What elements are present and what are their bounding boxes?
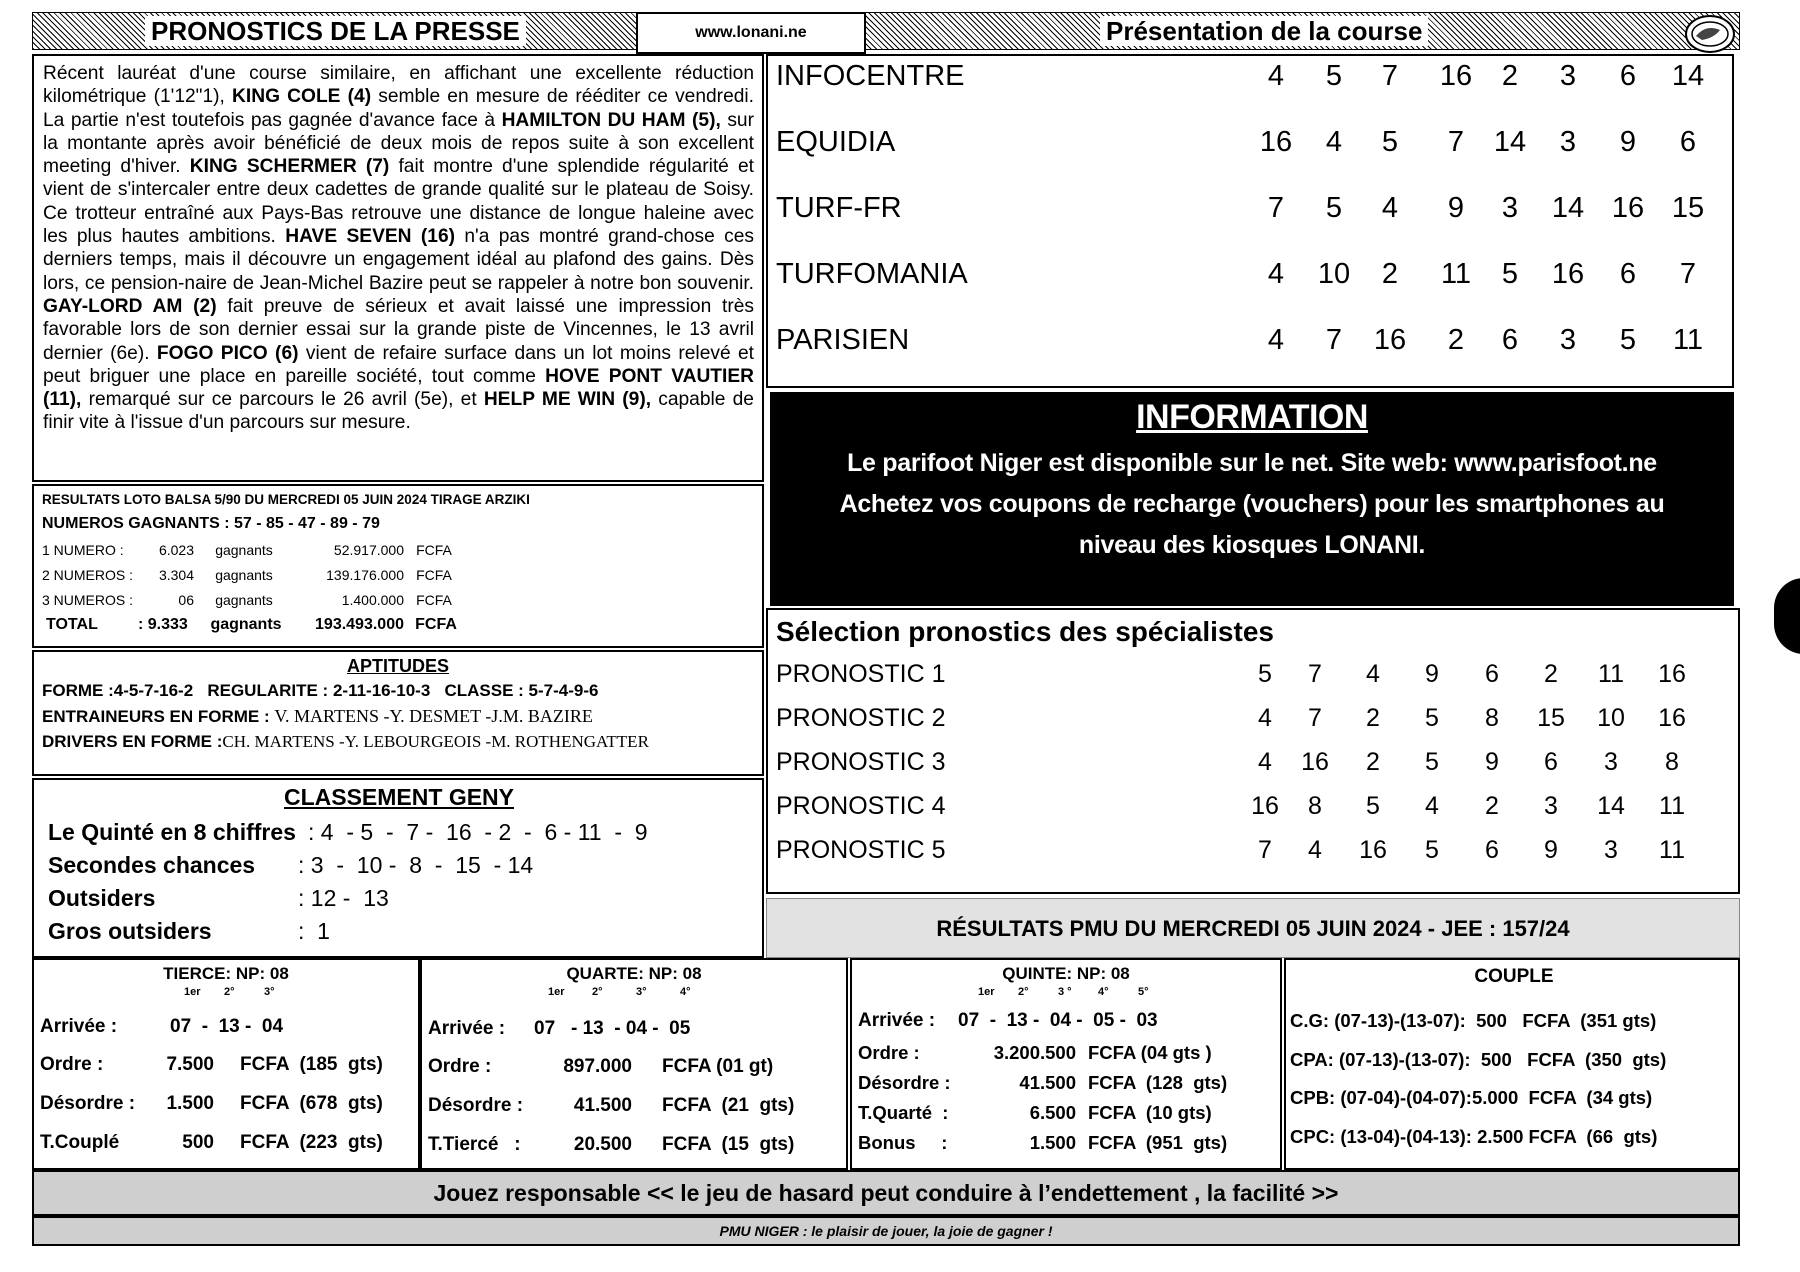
geny-row [48,918,750,951]
press-number: 4 [1267,324,1285,356]
responsible-gaming-text: Jouez responsable << le jeu de hasard peut conduire à l’endettement , la facilité >> [433,1180,1339,1206]
pronostic-number: 3 [1544,792,1558,820]
pronostic-number: 5 [1425,704,1439,732]
press-number: 5 [1619,324,1637,356]
loto-cell-cur: FCFA [416,541,452,558]
press-number: 7 [1325,324,1343,356]
pronostic-number: 7 [1258,836,1272,864]
pronostic-number: 6 [1544,748,1558,776]
aptitudes-line-forme [42,681,754,701]
geny-label: Gros outsiders [48,918,212,944]
pronostic-number: 16 [1251,792,1279,820]
slogan-text: PMU NIGER : le plaisir de jouer, la joie de gagner ! [719,1223,1053,1239]
tierce-rank-label: 3° [264,986,275,998]
press-number: 5 [1381,126,1399,158]
quarte-row-currency: FCFA (21 gts) [662,1095,795,1116]
loto-cell-cur: FCFA [416,566,452,583]
pronostic-number: 15 [1537,704,1565,732]
press-number: 3 [1559,126,1577,158]
drivers-label: DRIVERS EN FORME : [42,732,223,751]
couple-rows [1290,1010,1738,1164]
forme-label: FORME : [42,681,114,700]
geny-label: Secondes chances [48,852,256,878]
loto-row [42,587,464,612]
pronostic-number: 8 [1308,792,1322,820]
press-number: 14 [1551,192,1585,224]
tierce-rank-label: 1er [184,986,201,998]
loto-cell-amount: 139.176.000 [326,566,404,583]
slogan-bar [32,1216,1740,1246]
tierce-row-amount: 500 [182,1132,214,1153]
article-box [32,54,764,482]
geny-row [48,852,750,885]
press-number: 6 [1679,126,1697,158]
information-line-2: Achetez vos coupons de recharge (vouchers) pour les smartphones au [839,490,1665,518]
loto-total-label: TOTAL [46,616,98,633]
article-segment: remarqué sur ce parcours le 26 avril (5e), et [81,389,484,411]
edge-tab [1774,578,1800,654]
quinte-row-currency: FCFA (04 gts ) [1088,1042,1212,1063]
loto-total-amount: 193.493.000 [315,616,404,633]
article-segment: fait preuve de sérieux et avait laissé une impression très favorable lors de son dernier essai sur la grande piste de Vincennes, le 13 avril dernier (6e). [43,295,754,364]
press-number: 16 [1551,258,1585,290]
horse-name: HOVE PONT VAUTIER (11), [43,365,755,411]
couple-row: CPC: (13-04)-(04-13): 2.500 FCFA (66 gts) [1290,1125,1658,1147]
quarte-row-currency: FCFA (01 gt) [662,1056,774,1077]
pronostic-number: 2 [1366,704,1380,732]
pronostic-number: 9 [1485,748,1499,776]
press-source-name: PARISIEN [776,324,910,356]
pronostic-number: 16 [1658,704,1686,732]
article-segment: vient de refaire surface dans un lot moins relevé et peut briguer une place en pareille société, tout comme [43,342,754,387]
geny-title: CLASSEMENT GENY [283,784,515,810]
lonani-logo-icon [1684,14,1736,54]
horse-name: HAVE SEVEN (16) [285,226,456,248]
press-pronostics-box [766,54,1734,388]
loto-total-count: : 9.333 [138,616,188,633]
press-number: 3 [1501,192,1519,224]
press-number: 6 [1619,60,1637,92]
geny-value: : 4 - 5 - 7 - 16 - 2 - 6 - 11 - 9 [308,819,648,845]
pronostic-number: 16 [1658,660,1686,688]
selection-title: Sélection pronostics des spécialistes [776,616,1274,647]
quinte-row-amount: 3.200.500 [993,1042,1076,1063]
press-number: 5 [1325,192,1343,224]
responsible-gaming-bar [32,1170,1740,1216]
pronostic-number: 3 [1604,836,1618,864]
quarte-row-amount: 41.500 [573,1095,632,1116]
pronostic-number: 7 [1308,704,1322,732]
press-number: 11 [1440,258,1472,290]
pronostic-number: 11 [1659,792,1685,820]
loto-cell-amount: 1.400.000 [341,591,404,608]
pronostic-name: PRONOSTIC 5 [776,836,946,864]
press-number: 4 [1267,60,1285,92]
loto-title: RESULTATS LOTO BALSA 5/90 DU MERCREDI 05 JUIN 2024 TIRAGE ARZIKI [42,492,530,507]
quinte-arrivee-value: 07 - 13 - 04 - 05 - 03 [958,1010,1158,1031]
classe-value: 5-7-4-9-6 [528,681,599,700]
tierce-row-currency: FCFA (223 gts) [240,1132,383,1153]
horse-name: KING SCHERMER (7) [189,156,390,178]
pronostic-number: 5 [1258,660,1272,688]
geny-value: : 1 [298,918,330,944]
pronostic-number: 4 [1258,704,1272,732]
pronostic-number: 4 [1425,792,1439,820]
couple-title: COUPLE [1474,966,1554,987]
press-source-name: EQUIDIA [776,126,896,158]
article-text [43,62,754,435]
pronostic-number: 8 [1485,704,1499,732]
press-number: 11 [1672,324,1704,356]
quinte-rank-label: 3 ° [1058,986,1072,998]
geny-label: Outsiders [48,885,156,911]
information-line-1: Le parifoot Niger est disponible sur le net. Site web: www.parisfoot.ne [847,449,1657,477]
press-number: 4 [1381,192,1399,224]
quinte-row-amount: 1.500 [1029,1132,1076,1153]
quinte-rank-label: 5° [1138,986,1149,998]
quinte-rank-label: 2° [1018,986,1029,998]
race-title-wrap [1100,16,1428,46]
pronostic-number: 8 [1665,748,1679,776]
pronostic-number: 6 [1485,660,1499,688]
pronostic-name: PRONOSTIC 1 [776,660,946,688]
press-number: 4 [1325,126,1343,158]
article-segment: sur la montante après avoir bénéficié de deux mois de repos suite à son excellent meeting d'hiver. [43,109,754,178]
aptitudes-title: APTITUDES [346,656,449,676]
pronostic-number: 2 [1485,792,1499,820]
press-number: 14 [1493,126,1527,158]
press-number: 10 [1317,258,1351,290]
loto-cell-label: 2 NUMEROS : [42,566,134,583]
press-number: 7 [1267,192,1285,224]
quarte-rank-label: 2° [592,986,603,998]
classe-label: CLASSE : [444,681,524,700]
tierce-box [32,958,420,1170]
site-url: www.lonani.ne [695,24,807,41]
geny-row [48,885,750,918]
article-segment: semble en mesure de rééditer ce vendredi. La partie n'est toutefois pas gagnée d'avance face à [43,86,755,131]
press-number: 7 [1381,60,1399,92]
article-segment: capable de finir vite à l'issue d'un parcours sur mesure. [43,389,754,434]
pronostic-number: 16 [1359,836,1387,864]
press-source-name: TURF-FR [776,192,902,224]
pronostic-number: 6 [1485,836,1499,864]
geny-row [48,819,750,852]
pronostic-number: 14 [1597,792,1625,820]
press-number: 16 [1259,126,1293,158]
information-box [770,392,1734,606]
couple-box [1284,958,1740,1170]
article-segment: n'a pas montré grand-chose ces derniers temps, mais il découvre un engagement idéal au plafond des gains. Dès lors, ce pension-naire de Jean-Michel Bazire peut se rappeler à notre bon souvenir. [43,226,755,294]
press-number: 5 [1325,60,1343,92]
article-segment: Récent lauréat d'une course similaire, en affichant une excellente réduction kilométrique (1'12"1), [43,63,754,108]
press-number: 15 [1671,192,1705,224]
geny-value: : 3 - 10 - 8 - 15 - 14 [298,852,534,878]
loto-row [42,537,464,562]
press-number: 7 [1447,126,1465,158]
loto-cell-word: gagnants [215,566,273,583]
quinte-row-label: Ordre : [858,1042,920,1063]
pronostic-number: 5 [1366,792,1380,820]
tierce-title: TIERCE: NP: 08 [163,964,289,983]
press-number: 5 [1501,258,1519,290]
site-box [636,12,866,54]
results-title-box [766,898,1740,958]
pronostic-number: 4 [1366,660,1380,688]
quinte-row-currency: FCFA (10 gts) [1088,1102,1212,1123]
loto-cell-amount: 52.917.000 [333,541,404,558]
tierce-arrivee-value: 07 - 13 - 04 [170,1016,284,1037]
loto-winning-numbers: NUMEROS GAGNANTS : 57 - 85 - 47 - 89 - 79 [42,515,380,532]
aptitudes-box [32,650,764,776]
results-title: RÉSULTATS PMU DU MERCREDI 05 JUIN 2024 - JEE : 157/24 [936,916,1570,941]
loto-cell-count: 6.023 [158,541,194,558]
pronostic-number: 7 [1308,660,1322,688]
press-number: 2 [1501,60,1519,92]
geny-box [32,778,764,958]
regularite-value: 2-11-16-10-3 [332,681,431,700]
loto-results-box [32,484,764,648]
entraineurs-value: V. MARTENS -Y. DESMET -J.M. BAZIRE [274,706,593,726]
quarte-rank-label: 1er [548,986,565,998]
quarte-row-amount: 897.000 [563,1056,632,1077]
pronostic-number: 16 [1301,748,1329,776]
press-source-name: TURFOMANIA [776,258,968,290]
geny-label: Le Quinté en 8 chiffres [48,819,296,845]
tierce-row-currency: FCFA (678 gts) [240,1093,383,1114]
press-number: 16 [1611,192,1645,224]
pronostic-number: 4 [1308,836,1322,864]
pronostic-number: 2 [1544,660,1558,688]
pronostic-number: 9 [1425,660,1439,688]
loto-total-row [42,612,464,638]
quinte-title: QUINTE: NP: 08 [1002,964,1130,983]
pronostic-name: PRONOSTIC 2 [776,704,946,732]
tierce-arrivee-label: Arrivée : [40,1016,118,1037]
loto-cell-label: 3 NUMEROS : [42,591,134,608]
horse-name: FOGO PICO (6) [156,342,299,364]
press-number: 7 [1679,258,1697,290]
forme-value: 4-5-7-16-2 [113,681,194,700]
loto-cell-cur: FCFA [416,591,452,608]
entraineurs-label: ENTRAINEURS EN FORME : [42,707,270,726]
tierce-row-amount: 7.500 [166,1054,214,1075]
aptitudes-line-entraineurs [42,706,754,727]
press-number: 6 [1501,324,1519,356]
press-number: 16 [1439,60,1473,92]
quarte-rank-label: 3° [636,986,647,998]
press-number: 2 [1381,258,1399,290]
quinte-row-label: Bonus : [858,1132,948,1153]
loto-row [42,562,464,587]
tierce-row-amount: 1.500 [166,1093,214,1114]
tierce-row-label: T.Couplé [40,1132,120,1153]
press-number: 3 [1559,60,1577,92]
press-number: 9 [1447,192,1465,224]
drivers-value: CH. MARTENS -Y. LEBOURGEOIS -M. ROTHENGATTER [222,732,649,751]
pronostic-number: 10 [1597,704,1625,732]
loto-cell-label: 1 NUMERO : [42,541,124,558]
aptitudes-line-drivers [42,732,754,752]
horse-name: HAMILTON DU HAM (5), [501,109,721,131]
quarte-title: QUARTE: NP: 08 [566,964,702,983]
quinte-row-label: Désordre : [858,1072,951,1093]
loto-table [42,537,464,638]
pronostic-number: 5 [1425,836,1439,864]
article-segment: fait montre d'une splendide régularité et vient de s'intercaler entre deux cadettes de grande qualité sur le plateau de Soisy. Ce trotteur entraîné aux Pays-Bas retrouve une distance de longue haleine avec les plus hautes ambitions. [43,156,754,248]
loto-cell-word: gagnants [215,541,273,558]
quinte-row-amount: 41.500 [1019,1072,1076,1093]
quinte-rank-label: 4° [1098,986,1109,998]
quarte-box [420,958,848,1170]
quinte-box [850,958,1282,1170]
selection-box [766,608,1740,894]
pronostic-number: 9 [1544,836,1558,864]
press-section-title-wrap [145,16,526,46]
press-source-name: INFOCENTRE [776,60,965,92]
quarte-row-label: T.Tiercé : [428,1134,521,1155]
pronostic-number: 5 [1425,748,1439,776]
tierce-rank-label: 2° [224,986,235,998]
information-line-3: niveau des kiosques LONANI. [1078,531,1426,559]
pronostic-number: 4 [1258,748,1272,776]
press-number: 9 [1619,126,1637,158]
quarte-arrivee-value: 07 - 13 - 04 - 05 [534,1018,691,1039]
loto-cell-word: gagnants [215,591,273,608]
press-number: 3 [1559,324,1577,356]
couple-row: C.G: (07-13)-(13-07): 500 FCFA (351 gts) [1290,1010,1657,1031]
quarte-row-currency: FCFA (15 gts) [662,1134,795,1155]
couple-row: CPB: (07-04)-(04-07):5.000 FCFA (34 gts) [1290,1087,1653,1108]
press-number: 16 [1373,324,1407,356]
couple-row: CPA: (07-13)-(13-07): 500 FCFA (350 gts) [1290,1048,1667,1070]
pronostic-name: PRONOSTIC 4 [776,792,946,820]
horse-name: GAY-LORD AM (2) [43,295,217,317]
horse-name: HELP ME WIN (9), [483,389,652,411]
quinte-row-currency: FCFA (128 gts) [1088,1072,1228,1093]
pronostic-number: 3 [1604,748,1618,776]
pronostic-number: 11 [1659,836,1685,864]
quarte-row-label: Ordre : [428,1056,492,1077]
press-section-title: PRONOSTICS DE LA PRESSE [145,16,526,46]
quinte-rank-label: 1er [978,986,995,998]
press-number: 4 [1267,258,1285,290]
tierce-row-label: Désordre : [40,1093,136,1114]
press-number: 6 [1619,258,1637,290]
quarte-arrivee-label: Arrivée : [428,1018,506,1039]
quarte-row-label: Désordre : [428,1095,524,1116]
quarte-row-amount: 20.500 [573,1134,632,1155]
press-number: 14 [1671,60,1705,92]
quarte-rank-label: 4° [680,986,691,998]
geny-rows [48,819,750,951]
loto-cell-count: 3.304 [158,566,194,583]
horse-name: KING COLE (4) [232,86,372,108]
quinte-row-currency: FCFA (951 gts) [1088,1132,1228,1153]
loto-total-word: gagnants [210,616,282,633]
pronostic-number: 11 [1598,660,1624,688]
race-section-title: Présentation de la course [1100,16,1428,46]
quinte-row-label: T.Quarté : [858,1102,949,1123]
geny-value: : 12 - 13 [298,885,389,911]
loto-total-cur: FCFA [415,616,457,633]
press-number: 2 [1447,324,1465,356]
quinte-row-amount: 6.500 [1029,1102,1076,1123]
tierce-row-label: Ordre : [40,1054,104,1075]
regularite-label: REGULARITE : [207,681,329,700]
information-title: INFORMATION [1136,398,1368,436]
quinte-arrivee-label: Arrivée : [858,1010,936,1031]
tierce-row-currency: FCFA (185 gts) [240,1054,383,1075]
loto-cell-count: 06 [178,591,194,608]
pronostic-number: 2 [1366,748,1380,776]
pronostic-name: PRONOSTIC 3 [776,748,946,776]
